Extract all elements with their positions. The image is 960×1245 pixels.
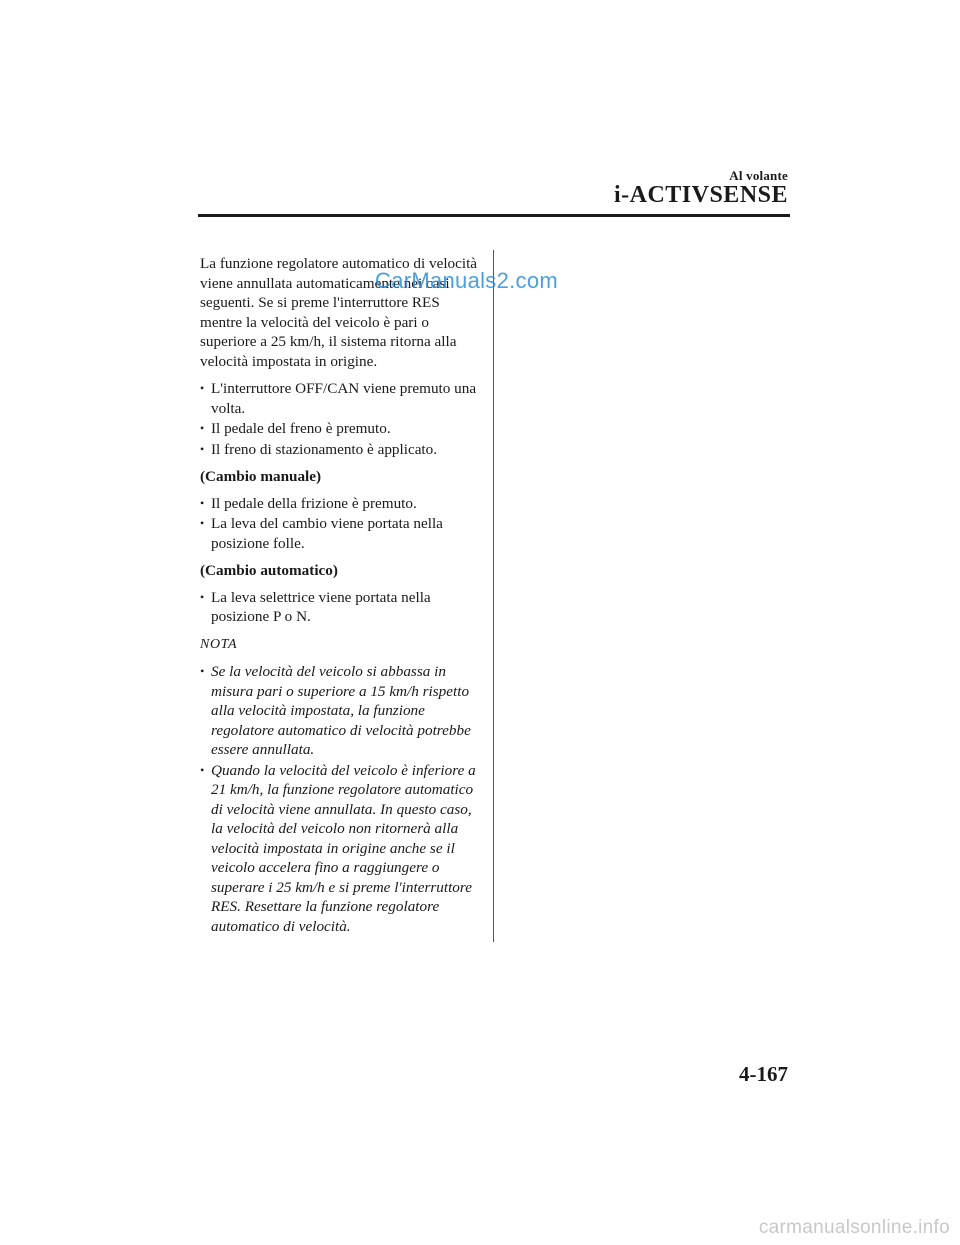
bullet-icon: • <box>200 664 205 678</box>
bullet-icon: • <box>200 381 205 395</box>
header-rule <box>198 214 790 217</box>
left-column <box>200 254 480 944</box>
list-item: • Il pedale della frizione è premuto. <box>200 494 417 512</box>
automatic-list <box>200 588 480 627</box>
section-title: i-ACTIVSENSE <box>613 182 788 208</box>
bullet-icon: • <box>200 441 205 456</box>
list-item: • Quando la velocità del veicolo è inferiore a 21 km/h, la funzione regolatore automatico di velocità viene annullata. In questo caso, la velocità del veicolo non ritornerà alla velocità impostata in origine anche se il veicolo accelera fino a raggiungere o superare i 25 km/h e si preme l'interruttore RES. Resettare la funzione regolatore automatico di velocità. <box>200 761 476 935</box>
manual-heading: (Cambio manuale) <box>200 468 322 485</box>
bullet-icon: • <box>200 516 205 530</box>
list-item: • Il freno di stazionamento è applicato. <box>200 440 438 458</box>
list-item: • Il pedale del freno è premuto. <box>200 420 391 437</box>
column-divider <box>493 250 494 942</box>
bullet-icon: • <box>200 589 205 604</box>
intro-paragraph: La funzione regolatore automatico di velocità viene annullata automaticamente nei casi seguenti. Se si preme l'interruttore RES mentre la velocità del veicolo è pari o superiore a 25 km/h, il sistema ritorna alla velocità impostata in origine. <box>200 255 478 370</box>
bullet-icon: • <box>200 495 205 510</box>
general-list <box>200 379 480 459</box>
bullet-icon: • <box>200 421 205 435</box>
footer-site-link[interactable]: carmanualsonline.info <box>758 1217 950 1238</box>
automatic-heading: (Cambio automatico) <box>200 562 338 579</box>
manual-list <box>200 494 480 554</box>
nota-list <box>200 662 480 936</box>
list-item: • L'interruttore OFF/CAN viene premuto una volta. <box>200 380 477 417</box>
watermark-link[interactable]: CarManuals2.com <box>375 268 559 293</box>
section-label: Al volante <box>729 168 788 183</box>
list-item: • La leva del cambio viene portata nella posizione folle. <box>200 515 443 552</box>
bullet-icon: • <box>200 762 205 777</box>
page-number: 4-167 <box>739 1062 788 1086</box>
nota-label: NOTA <box>200 636 238 652</box>
list-item: • La leva selettrice viene portata nella posizione P o N. <box>200 588 431 625</box>
list-item: • Se la velocità del veicolo si abbassa in misura pari o superiore a 15 km/h rispetto alla velocità impostata, la funzione regolatore automatico di velocità potrebbe essere annullata. <box>200 663 471 758</box>
